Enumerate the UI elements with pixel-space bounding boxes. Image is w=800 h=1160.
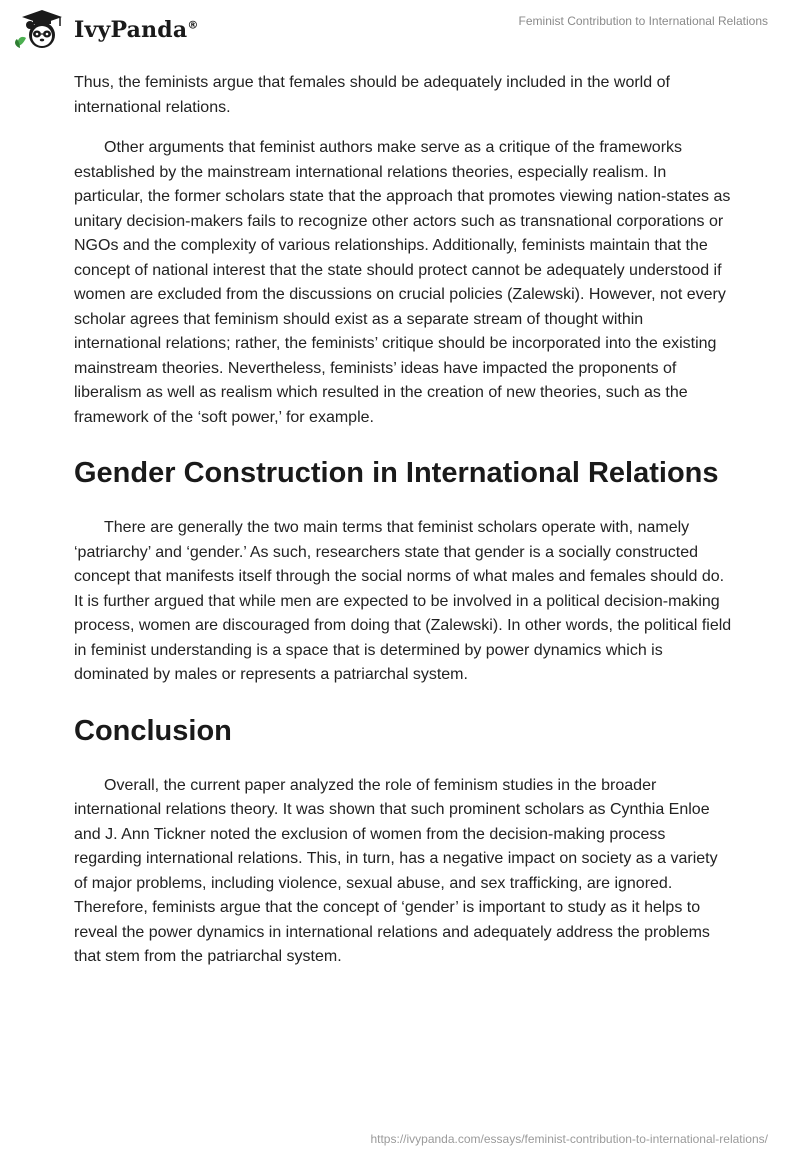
- section-heading-conclusion: Conclusion: [74, 714, 232, 747]
- intro-paragraph-2: Other arguments that feminist authors make serve as a critique of the frameworks established by the mainstream international relations theories, especially realism. In particular, the former scholars state that the approach that promotes viewing nation-states as unitary decision-makers fails to recognize other actors such as transnational corporations or NGOs and the complexity of various relationships. Additionally, feminists maintain that the concept of national interest that the state should protect cannot be adequately understood if women are excluded from the discussions on crucial policies (Zalewski). However, not every scholar agrees that feminism should exist as a separate stream of thought within international relations; rather, the feminists’ critique should be incorporated into the existing mainstream theories. Nevertheless, feminists’ ideas have impacted the proponents of liberalism as well as realism which resulted in the creation of new theories, such as the framework of the ‘soft power,’ for example.: [74, 139, 731, 426]
- brand-logo[interactable]: [12, 8, 199, 52]
- section-heading-gender-construction: Gender Construction in International Relations: [74, 457, 719, 489]
- intro-paragraph-1: Thus, the feminists argue that females should be adequately included in the world of international relations.: [74, 74, 670, 116]
- registered-mark: ®: [187, 18, 199, 32]
- brand-name: [74, 17, 199, 43]
- brand-name-text: IvyPanda: [74, 17, 188, 43]
- essay-body: [74, 71, 734, 970]
- panda-graduate-icon: [12, 8, 68, 52]
- conclusion-paragraph: Overall, the current paper analyzed the role of feminism studies in the broader international relations theory. It was shown that such prominent scholars as Cynthia Enloe and J. Ann Tickner noted the exclusion of women from the decision-making process regarding international relations. This, in turn, has a negative impact on society as a variety of major problems, including violence, sexual abuse, and sex trafficking, are ignored. Therefore, feminists argue that the concept of ‘gender’ is important to study as it helps to reveal the power dynamics in international relations and adequately address the problems that stem from the patriarchal system.: [74, 776, 718, 965]
- gender-construction-paragraph: There are generally the two main terms that feminist scholars operate with, namely ‘patriarchy’ and ‘gender.’ As such, researchers state that gender is a socially constructed concept that manifests itself through the social norms of what males and females should do. It is further argued that while men are expected to be involved in a political decision-making process, women are discouraged from doing that (Zalewski). In other words, the political field in feminist understanding is a space that is determined by power dynamics which is dominated by males or represents a patriarchal system.: [74, 519, 732, 683]
- page-header: [0, 0, 800, 60]
- source-url-link[interactable]: https://ivypanda.com/essays/feminist-contribution-to-international-relations/: [370, 1132, 768, 1146]
- running-title: Feminist Contribution to International Relations: [518, 14, 768, 28]
